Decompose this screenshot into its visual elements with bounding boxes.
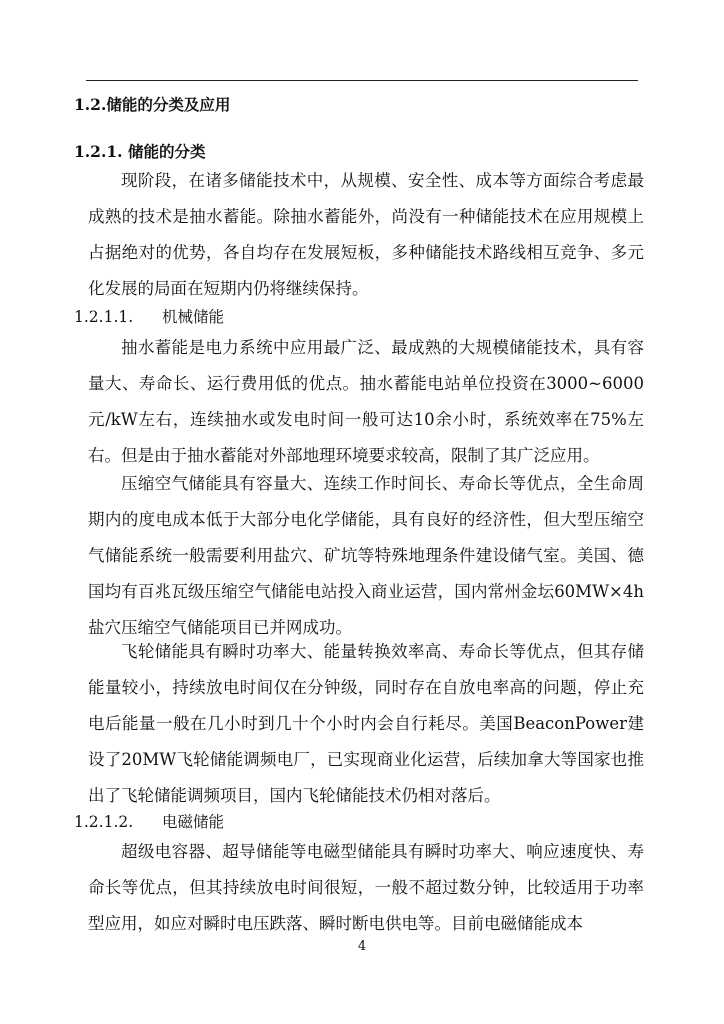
electromagnetic-storage-title: 电磁储能 <box>162 813 225 831</box>
page-number: 4 <box>357 939 367 954</box>
electromagnetic-storage-heading <box>74 810 224 832</box>
header-rule <box>86 80 638 81</box>
intro-paragraph: 现阶段，在诸多储能技术中，从规模、安全性、成本等方面综合考虑最成熟的技术是抽水蓄能。除抽水蓄能外，尚没有一种储能技术在应用规模上占据绝对的优势，各自均存在发展短板，多种储能技术路线相互竞争、多元化发展的局面在短期内仍将继续保持。 <box>88 171 644 298</box>
electromagnetic-paragraph: 超级电容器、超导储能等电磁型储能具有瞬时功率大、响应速度快、寿命长等优点，但其持续放电时间很短，一般不超过数分钟，比较适用于功率型应用，如应对瞬时电压跌落、瞬时断电供电等。目前电磁储能成本 <box>88 842 644 933</box>
mechanical-storage-title: 机械储能 <box>162 308 225 326</box>
section-heading: 1.2.储能的分类及应用 <box>74 95 231 114</box>
electromagnetic-storage-number: 1.2.1.2. <box>74 813 134 831</box>
mechanical-storage-number: 1.2.1.1. <box>74 308 134 326</box>
subsection-heading: 1.2.1. 储能的分类 <box>74 142 206 161</box>
mechanical-storage-heading <box>74 305 224 327</box>
pumped-hydro-paragraph: 抽水蓄能是电力系统中应用最广泛、最成熟的大规模储能技术，具有容量大、寿命长、运行费用低的优点。抽水蓄能电站单位投资在3000~6000元/kW左右，连续抽水或发电时间一般可达10余小时，系统效率在75%左右。但是由于抽水蓄能对外部地理环境要求较高，限制了其广泛应用。 <box>88 338 644 465</box>
flywheel-paragraph: 飞轮储能具有瞬时功率大、能量转换效率高、寿命长等优点，但其存储能量较小，持续放电时间仅在分钟级，同时存在自放电率高的问题，停止充电后能量一般在几小时到几十个小时内会自行耗尽。美国BeaconPower建设了20MW飞轮储能调频电厂，已实现商业化运营，后续加拿大等国家也推出了飞轮储能调频项目，国内飞轮储能技术仍相对落后。 <box>88 642 644 805</box>
compressed-air-paragraph: 压缩空气储能具有容量大、连续工作时间长、寿命长等优点，全生命周期内的度电成本低于大部分电化学储能，具有良好的经济性，但大型压缩空气储能系统一般需要利用盐穴、矿坑等特殊地理条件建设储气室。美国、德国均有百兆瓦级压缩空气储能电站投入商业运营，国内常州金坛60MW×4h盐穴压缩空气储能项目已并网成功。 <box>88 474 644 637</box>
